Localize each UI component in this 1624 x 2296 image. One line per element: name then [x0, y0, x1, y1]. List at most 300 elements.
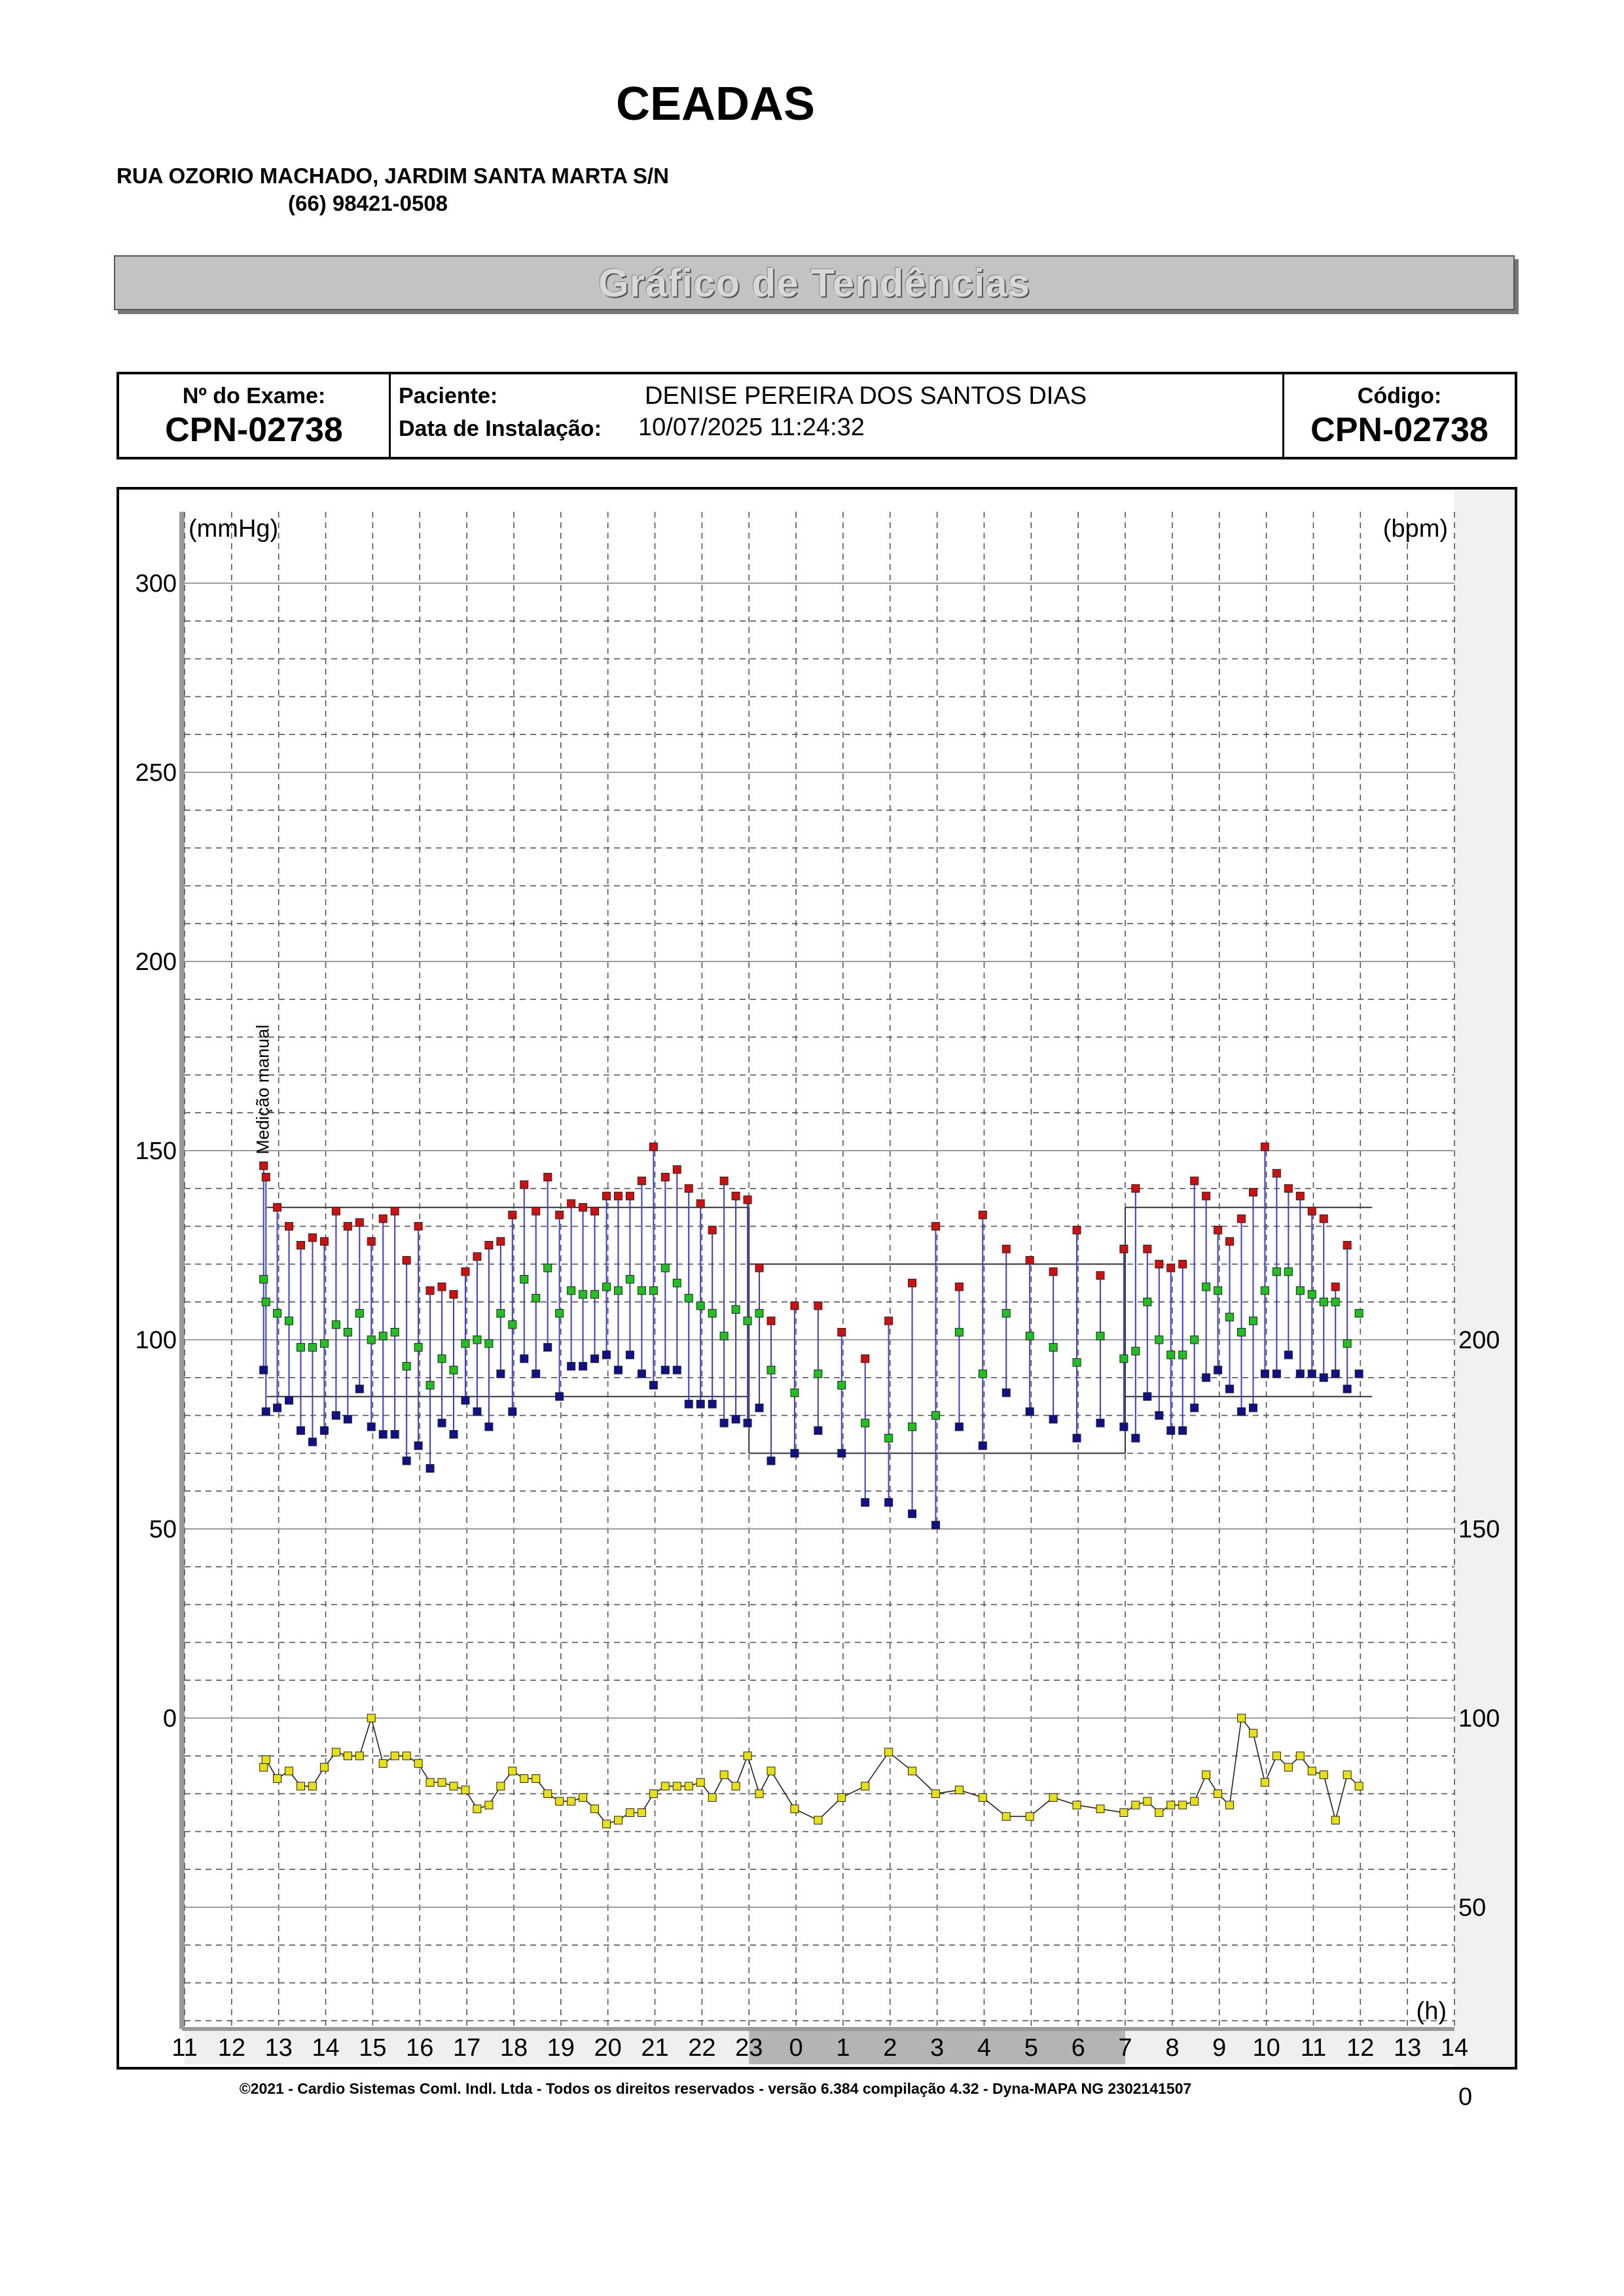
- systolic-point: [767, 1317, 775, 1325]
- systolic-point: [367, 1238, 375, 1246]
- mean-pressure-point: [1191, 1336, 1199, 1344]
- diastolic-point: [1320, 1374, 1327, 1382]
- mean-pressure-point: [732, 1306, 740, 1314]
- heart-rate-point: [591, 1805, 599, 1813]
- mean-pressure-point: [544, 1264, 552, 1272]
- heart-rate-point: [262, 1756, 270, 1764]
- x-tick-label: 21: [641, 2034, 669, 2062]
- mean-pressure-point: [1144, 1298, 1151, 1306]
- right-tick-label: 0: [1458, 2083, 1473, 2111]
- systolic-point: [1167, 1264, 1175, 1272]
- heart-rate-point: [332, 1748, 340, 1756]
- mean-pressure-point: [720, 1332, 728, 1340]
- heart-rate-point: [344, 1752, 352, 1760]
- mean-pressure-point: [473, 1336, 481, 1344]
- systolic-point: [591, 1207, 599, 1215]
- copyright-footer: ©2021 - Cardio Sistemas Coml. Indl. Ltda - Todos os direitos reservados - versão 6.384 compilação 4.32 - Dyna-MAPA NG 2302141507: [239, 2080, 1192, 2097]
- mean-pressure-point: [614, 1287, 622, 1295]
- patient-name: DENISE PEREIRA DOS SANTOS DIAS: [645, 382, 1087, 410]
- diastolic-point: [403, 1457, 410, 1465]
- heart-rate-point: [297, 1782, 304, 1790]
- mean-pressure-point: [367, 1336, 375, 1344]
- right-margin-shade: [1454, 490, 1515, 2067]
- systolic-point: [426, 1287, 434, 1295]
- systolic-point: [403, 1257, 410, 1265]
- mean-pressure-point: [767, 1366, 775, 1374]
- systolic-point: [461, 1268, 469, 1276]
- mean-pressure-point: [1096, 1332, 1104, 1340]
- diastolic-point: [1049, 1415, 1057, 1423]
- diastolic-point: [1331, 1370, 1339, 1378]
- mean-pressure-point: [497, 1310, 505, 1318]
- x-tick-label: 12: [217, 2034, 245, 2062]
- heart-rate-point: [638, 1809, 645, 1817]
- mean-pressure-point: [355, 1310, 363, 1318]
- heart-rate-point: [1179, 1801, 1187, 1809]
- mean-pressure-point: [1073, 1359, 1081, 1367]
- mean-pressure-point: [414, 1344, 422, 1352]
- diastolic-point: [696, 1400, 704, 1408]
- heart-rate-point: [1331, 1816, 1339, 1824]
- systolic-point: [1026, 1257, 1034, 1265]
- x-tick-label: 11: [171, 2034, 198, 2062]
- heart-rate-point: [461, 1786, 469, 1794]
- systolic-point: [838, 1328, 846, 1336]
- mean-pressure-point: [1179, 1351, 1187, 1359]
- banner-title: Gráfico de Tendências: [598, 260, 1031, 305]
- systolic-point: [509, 1211, 516, 1219]
- patient-cell: [391, 374, 1284, 457]
- exam-number-cell: [119, 374, 391, 457]
- mean-pressure-point: [673, 1279, 681, 1287]
- systolic-point: [260, 1162, 268, 1170]
- heart-rate-point: [1155, 1809, 1163, 1817]
- diastolic-point: [1132, 1434, 1140, 1442]
- mean-pressure-point: [696, 1302, 704, 1310]
- diastolic-point: [614, 1366, 622, 1374]
- systolic-point: [473, 1253, 481, 1261]
- left-tick-label: 100: [135, 1327, 177, 1354]
- diastolic-point: [861, 1499, 869, 1507]
- mean-pressure-point: [568, 1287, 575, 1295]
- diastolic-point: [661, 1366, 669, 1374]
- code-label: Código:: [1357, 384, 1442, 408]
- systolic-point: [673, 1166, 681, 1174]
- systolic-point: [1261, 1143, 1269, 1151]
- heart-rate-point: [1226, 1801, 1234, 1809]
- diastolic-point: [1296, 1370, 1304, 1378]
- diastolic-point: [355, 1385, 363, 1393]
- diastolic-point: [755, 1404, 763, 1412]
- diastolic-point: [532, 1370, 540, 1378]
- heart-rate-point: [403, 1752, 410, 1760]
- systolic-point: [638, 1177, 645, 1185]
- x-tick-label: 18: [499, 2034, 528, 2062]
- mean-pressure-point: [308, 1344, 316, 1352]
- heart-rate-point: [1355, 1782, 1363, 1790]
- heart-rate-point: [1249, 1729, 1257, 1737]
- systolic-point: [297, 1242, 304, 1249]
- systolic-point: [1296, 1192, 1304, 1200]
- systolic-point: [379, 1215, 387, 1223]
- systolic-point: [355, 1219, 363, 1227]
- install-date-label: Data de Instalação:: [399, 416, 602, 441]
- systolic-point: [1049, 1268, 1057, 1276]
- heart-rate-point: [673, 1782, 681, 1790]
- systolic-point: [414, 1223, 422, 1230]
- diastolic-point: [379, 1431, 387, 1439]
- heart-rate-point: [355, 1752, 363, 1760]
- mean-pressure-point: [861, 1419, 869, 1427]
- mean-pressure-point: [626, 1276, 634, 1283]
- mean-pressure-point: [1202, 1283, 1210, 1291]
- diastolic-point: [791, 1449, 799, 1457]
- heart-rate-point: [438, 1778, 446, 1786]
- heart-rate-point: [308, 1782, 316, 1790]
- heart-rate-point: [1120, 1809, 1128, 1817]
- right-unit-label: (bpm): [1382, 515, 1448, 543]
- systolic-point: [1132, 1185, 1140, 1193]
- systolic-point: [1179, 1260, 1187, 1268]
- left-tick-label: 50: [149, 1516, 177, 1543]
- report-banner: [114, 255, 1515, 310]
- heart-rate-point: [1308, 1767, 1316, 1775]
- diastolic-point: [1179, 1427, 1187, 1435]
- heart-rate-point: [497, 1782, 505, 1790]
- systolic-point: [661, 1173, 669, 1181]
- diastolic-point: [579, 1362, 587, 1370]
- heart-rate-point: [391, 1752, 399, 1760]
- left-tick-label: 150: [135, 1138, 177, 1165]
- x-tick-label: 5: [1024, 2034, 1038, 2062]
- mean-pressure-point: [485, 1340, 493, 1348]
- systolic-point: [885, 1317, 893, 1325]
- diastolic-point: [1284, 1351, 1292, 1359]
- diastolic-point: [885, 1499, 893, 1507]
- diastolic-point: [344, 1415, 352, 1423]
- heart-rate-point: [979, 1793, 986, 1801]
- mean-pressure-point: [1249, 1317, 1257, 1325]
- mean-pressure-point: [603, 1283, 611, 1291]
- mean-pressure-point: [285, 1317, 293, 1325]
- heart-rate-point: [791, 1805, 799, 1813]
- systolic-point: [1320, 1215, 1327, 1223]
- diastolic-point: [426, 1465, 434, 1473]
- diastolic-point: [544, 1344, 552, 1352]
- heart-rate-point: [696, 1778, 704, 1786]
- diastolic-point: [1343, 1385, 1351, 1393]
- systolic-point: [791, 1302, 799, 1310]
- systolic-point: [520, 1181, 528, 1189]
- x-tick-label: 4: [977, 2034, 992, 2062]
- systolic-point: [979, 1211, 986, 1219]
- right-tick-label: 150: [1458, 1516, 1500, 1543]
- systolic-point: [708, 1226, 716, 1234]
- heart-rate-point: [1144, 1797, 1151, 1805]
- mean-pressure-point: [1026, 1332, 1034, 1340]
- x-tick-label: 19: [547, 2034, 575, 2062]
- x-tick-label: 14: [1440, 2034, 1469, 2062]
- x-tick-label: 12: [1346, 2034, 1375, 2062]
- mean-pressure-point: [260, 1276, 268, 1283]
- diastolic-point: [626, 1351, 634, 1359]
- systolic-point: [532, 1207, 540, 1215]
- systolic-point: [485, 1242, 493, 1249]
- heart-rate-point: [626, 1809, 634, 1817]
- mean-pressure-point: [685, 1294, 693, 1302]
- mean-pressure-point: [391, 1328, 399, 1336]
- heart-rate-point: [1096, 1805, 1104, 1813]
- systolic-point: [1238, 1215, 1246, 1223]
- mean-pressure-point: [403, 1362, 410, 1370]
- mean-pressure-point: [661, 1264, 669, 1272]
- mean-pressure-point: [1002, 1310, 1010, 1318]
- diastolic-point: [673, 1366, 681, 1374]
- diastolic-point: [438, 1419, 446, 1427]
- systolic-point: [696, 1200, 704, 1208]
- mean-pressure-point: [1343, 1340, 1351, 1348]
- left-tick-label: 0: [162, 1705, 177, 1732]
- heart-rate-point: [1284, 1763, 1292, 1771]
- diastolic-point: [838, 1449, 846, 1457]
- heart-rate-point: [544, 1790, 552, 1798]
- diastolic-point: [391, 1431, 399, 1439]
- systolic-point: [931, 1223, 939, 1230]
- mean-pressure-point: [591, 1291, 599, 1299]
- right-tick-label: 50: [1458, 1894, 1487, 1922]
- diastolic-point: [638, 1370, 645, 1378]
- diastolic-point: [1144, 1393, 1151, 1401]
- x-tick-label: 16: [406, 2034, 434, 2062]
- x-tick-label: 2: [883, 2034, 897, 2062]
- diastolic-point: [1202, 1374, 1210, 1382]
- heart-rate-point: [1026, 1812, 1034, 1820]
- diastolic-point: [1355, 1370, 1363, 1378]
- install-date: 10/07/2025 11:24:32: [638, 414, 865, 441]
- x-tick-label: 3: [930, 2034, 945, 2062]
- heart-rate-point: [603, 1820, 611, 1828]
- right-tick-label: 200: [1458, 1327, 1500, 1354]
- heart-rate-point: [1343, 1771, 1351, 1779]
- diastolic-point: [1026, 1408, 1034, 1416]
- diastolic-point: [509, 1408, 516, 1416]
- heart-rate-point: [649, 1790, 657, 1798]
- systolic-point: [1073, 1226, 1081, 1234]
- systolic-point: [1202, 1192, 1210, 1200]
- x-tick-label: 7: [1118, 2034, 1132, 2062]
- diastolic-point: [1261, 1370, 1269, 1378]
- heart-rate-point: [414, 1759, 422, 1767]
- heart-rate-point: [1214, 1790, 1222, 1798]
- systolic-point: [1284, 1185, 1292, 1193]
- code-value: CPN-02738: [1310, 411, 1489, 449]
- diastolic-point: [308, 1438, 316, 1446]
- heart-rate-point: [485, 1801, 493, 1809]
- diastolic-point: [450, 1431, 458, 1439]
- heart-rate-point: [1238, 1714, 1246, 1722]
- diastolic-point: [979, 1442, 986, 1450]
- mean-pressure-point: [791, 1389, 799, 1397]
- mean-pressure-point: [885, 1434, 893, 1442]
- diastolic-point: [649, 1381, 657, 1389]
- diastolic-point: [473, 1408, 481, 1416]
- heart-rate-point: [1320, 1771, 1327, 1779]
- diastolic-point: [591, 1355, 599, 1363]
- diastolic-point: [1249, 1404, 1257, 1412]
- manual-measurement-label: Medição manual: [253, 1024, 273, 1155]
- heart-rate-point: [720, 1771, 728, 1779]
- x-tick-label: 6: [1071, 2034, 1085, 2062]
- diastolic-point: [1073, 1434, 1081, 1442]
- diastolic-point: [332, 1412, 340, 1420]
- heart-rate-point: [1261, 1778, 1269, 1786]
- diastolic-point: [909, 1510, 916, 1518]
- systolic-point: [320, 1238, 328, 1246]
- mean-pressure-point: [556, 1310, 564, 1318]
- mean-pressure-point: [1261, 1287, 1269, 1295]
- x-tick-label: 1: [836, 2034, 850, 2062]
- systolic-point: [909, 1279, 916, 1287]
- systolic-point: [1308, 1207, 1316, 1215]
- diastolic-point: [708, 1400, 716, 1408]
- mean-pressure-point: [1331, 1298, 1339, 1306]
- left-tick-label: 250: [135, 759, 177, 787]
- code-cell: [1284, 374, 1515, 457]
- clinic-phone: (66) 98421-0508: [288, 191, 448, 215]
- exam-number-label: Nº do Exame:: [182, 384, 326, 408]
- heart-rate-point: [426, 1778, 434, 1786]
- x-tick-label: 20: [594, 2034, 622, 2062]
- diastolic-point: [497, 1370, 505, 1378]
- mean-pressure-point: [1049, 1344, 1057, 1352]
- diastolic-point: [955, 1423, 963, 1431]
- mean-pressure-point: [332, 1321, 340, 1329]
- diastolic-point: [1155, 1412, 1163, 1420]
- heart-rate-point: [838, 1793, 846, 1801]
- diastolic-point: [1272, 1370, 1280, 1378]
- mean-pressure-point: [461, 1340, 469, 1348]
- diastolic-point: [320, 1427, 328, 1435]
- mean-pressure-point: [838, 1381, 846, 1389]
- exam-number: CPN-02738: [165, 411, 343, 449]
- mean-pressure-point: [1167, 1351, 1175, 1359]
- mean-pressure-point: [274, 1310, 281, 1318]
- mean-pressure-point: [344, 1328, 352, 1336]
- chart-background: [119, 490, 1515, 2067]
- systolic-point: [568, 1200, 575, 1208]
- heart-rate-point: [509, 1767, 516, 1775]
- x-tick-label: 0: [789, 2034, 803, 2062]
- mean-pressure-point: [450, 1366, 458, 1374]
- systolic-point: [861, 1355, 869, 1363]
- x-tick-label: 14: [312, 2034, 340, 2062]
- mean-pressure-point: [1355, 1310, 1363, 1318]
- systolic-point: [744, 1196, 751, 1204]
- heart-rate-point: [379, 1759, 387, 1767]
- diastolic-point: [568, 1362, 575, 1370]
- heart-rate-point: [520, 1774, 528, 1782]
- systolic-point: [603, 1192, 611, 1200]
- diastolic-point: [414, 1442, 422, 1450]
- diastolic-point: [1308, 1370, 1316, 1378]
- mean-pressure-point: [1320, 1298, 1327, 1306]
- mean-pressure-point: [649, 1287, 657, 1295]
- mean-pressure-point: [909, 1423, 916, 1431]
- diastolic-point: [603, 1351, 611, 1359]
- heart-rate-point: [685, 1782, 693, 1790]
- diastolic-point: [1096, 1419, 1104, 1427]
- systolic-point: [1331, 1283, 1339, 1291]
- systolic-point: [438, 1283, 446, 1291]
- mean-pressure-point: [1284, 1268, 1292, 1276]
- systolic-point: [1343, 1242, 1351, 1249]
- diastolic-point: [1120, 1423, 1128, 1431]
- heart-rate-point: [556, 1797, 564, 1805]
- heart-rate-point: [661, 1782, 669, 1790]
- diastolic-point: [262, 1408, 270, 1416]
- heart-rate-point: [708, 1793, 716, 1801]
- clinic-address: RUA OZORIO MACHADO, JARDIM SANTA MARTA S/N: [117, 164, 669, 188]
- diastolic-point: [260, 1366, 268, 1374]
- mean-pressure-point: [814, 1370, 822, 1378]
- systolic-point: [1096, 1272, 1104, 1280]
- systolic-point: [685, 1185, 693, 1193]
- systolic-point: [308, 1234, 316, 1242]
- heart-rate-point: [744, 1752, 751, 1760]
- mean-pressure-point: [262, 1298, 270, 1306]
- mean-pressure-point: [979, 1370, 986, 1378]
- systolic-point: [755, 1264, 763, 1272]
- heart-rate-point: [532, 1774, 540, 1782]
- mean-pressure-point: [1238, 1328, 1246, 1336]
- systolic-point: [1226, 1238, 1234, 1246]
- diastolic-point: [556, 1393, 564, 1401]
- right-tick-label: 100: [1458, 1705, 1500, 1732]
- heart-rate-point: [320, 1763, 328, 1771]
- clinic-title: CEADAS: [615, 78, 816, 130]
- systolic-point: [1120, 1245, 1128, 1253]
- x-tick-label: 22: [688, 2034, 716, 2062]
- mean-pressure-point: [379, 1332, 387, 1340]
- systolic-point: [497, 1238, 505, 1246]
- diastolic-point: [274, 1404, 281, 1412]
- systolic-point: [814, 1302, 822, 1310]
- patient-label: Paciente:: [399, 384, 498, 408]
- heart-rate-point: [450, 1782, 458, 1790]
- mean-pressure-point: [955, 1328, 963, 1336]
- mean-pressure-point: [520, 1276, 528, 1283]
- systolic-point: [1002, 1245, 1010, 1253]
- mean-pressure-point: [708, 1310, 716, 1318]
- systolic-point: [556, 1211, 564, 1219]
- heart-rate-point: [814, 1816, 822, 1824]
- systolic-point: [955, 1283, 963, 1291]
- systolic-point: [262, 1173, 270, 1181]
- heart-rate-point: [1202, 1771, 1210, 1779]
- mean-pressure-point: [1132, 1347, 1140, 1355]
- mean-pressure-point: [1308, 1291, 1316, 1299]
- diastolic-point: [744, 1419, 751, 1427]
- x-tick-label: 15: [359, 2034, 387, 2062]
- diastolic-point: [1214, 1366, 1222, 1374]
- heart-rate-point: [367, 1714, 375, 1722]
- heart-rate-point: [260, 1763, 268, 1771]
- mean-pressure-point: [532, 1294, 540, 1302]
- mean-pressure-point: [320, 1340, 328, 1348]
- heart-rate-point: [931, 1790, 939, 1798]
- heart-rate-point: [568, 1797, 575, 1805]
- heart-rate-point: [1272, 1752, 1280, 1760]
